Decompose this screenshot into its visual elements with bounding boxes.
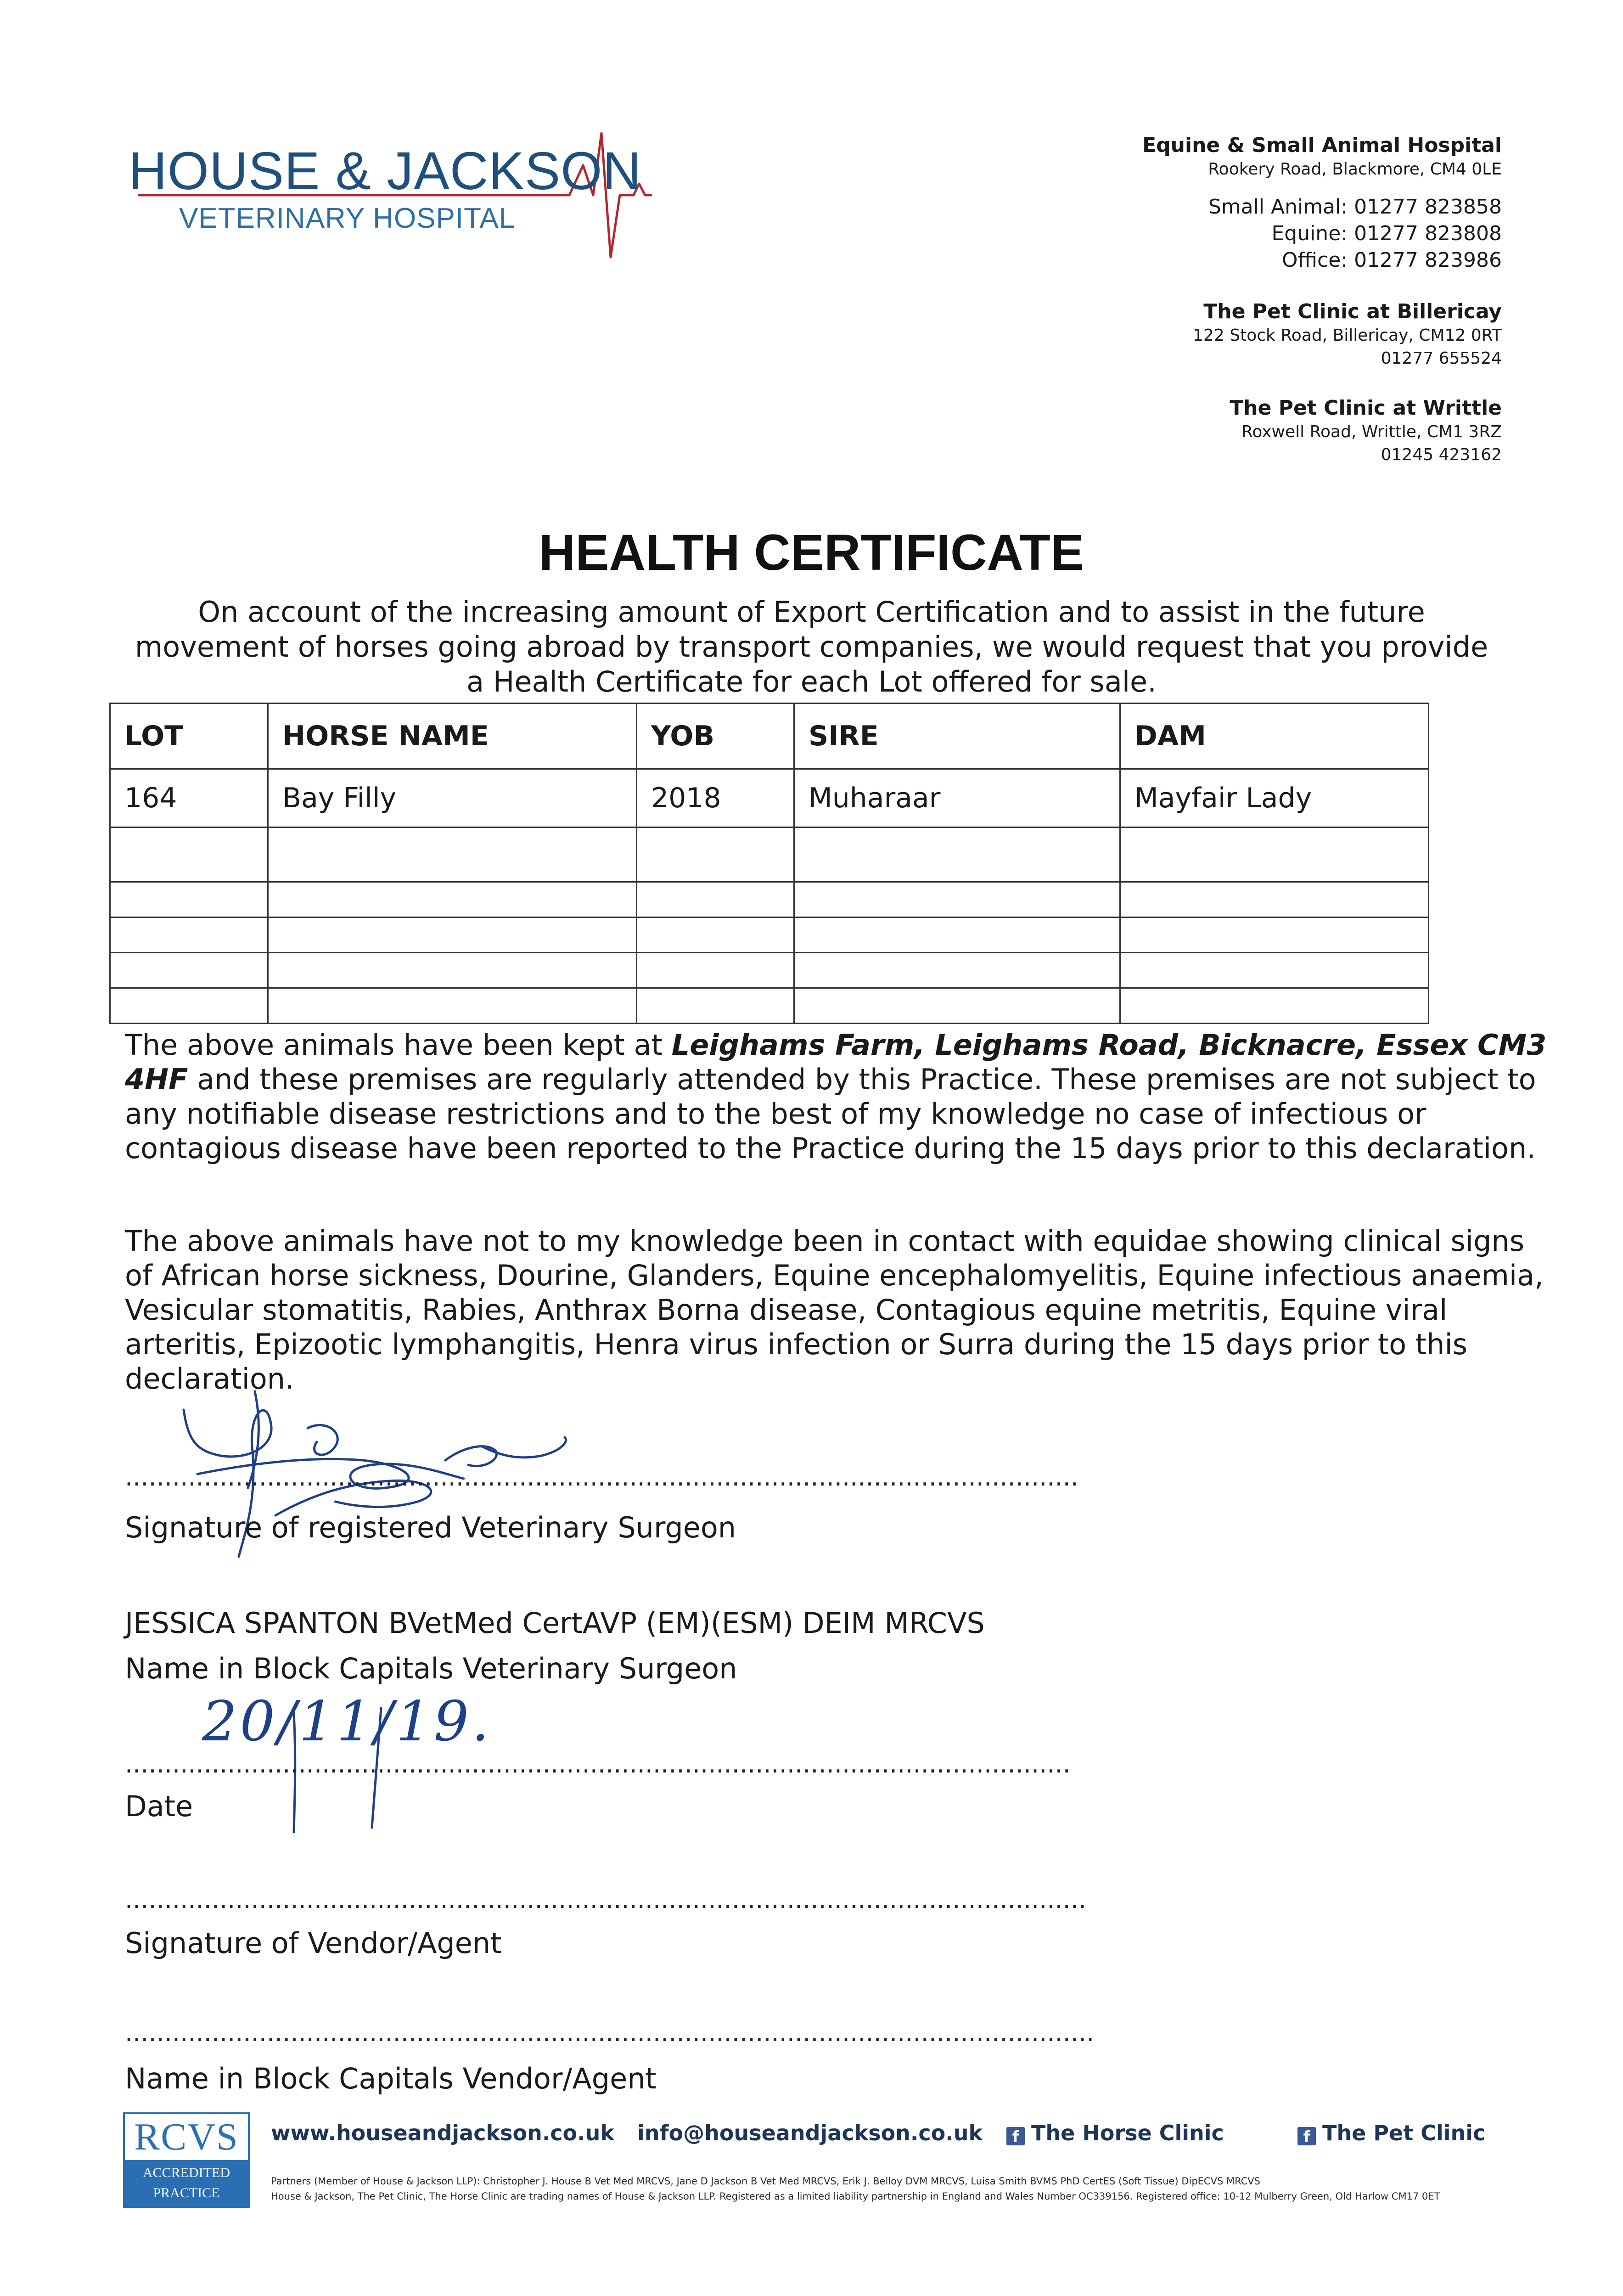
vendor-name-label: Name in Block Capitals Vendor/Agent (125, 2062, 657, 2095)
legal-partners: Partners (Member of House & Jackson LLP): Christopher J. House B Vet Med MRCVS, Jane D Jackson B Vet Med MRCVS, Erik J. Belloy DVM MRCVS, Luisa Smith BVMS PhD CertES (Soft Tissue) DipECVS MRCVS (271, 2176, 1260, 2187)
table-row-empty[interactable] (110, 882, 1429, 917)
col-lot: LOT (110, 703, 268, 769)
email-link[interactable]: info@houseandjackson.co.uk (637, 2121, 983, 2145)
cell-sire[interactable]: Muharaar (794, 769, 1120, 827)
vendor-name-line[interactable]: ........................................................................................................................... (125, 2018, 1095, 2047)
phone-office: Office: 01277 823986 (1281, 248, 1502, 272)
col-yob: YOB (637, 703, 794, 769)
rcvs-accredited: ACCREDITED PRACTICE (125, 2160, 248, 2206)
col-sire: SIRE (794, 703, 1120, 769)
facebook-icon: f (1006, 2127, 1025, 2145)
cell-horse-name[interactable]: Bay Filly (268, 769, 637, 827)
table-row-empty[interactable] (110, 953, 1429, 988)
lots-table (109, 703, 1429, 1024)
billericay-name: The Pet Clinic at Billericay (1203, 300, 1502, 323)
table-header-row (110, 703, 1429, 769)
pet-clinic-label: The Pet Clinic (1322, 2121, 1486, 2145)
handwritten-date: 20/11/19. (202, 1690, 492, 1754)
table-row-empty[interactable] (110, 917, 1429, 953)
hospital-name: Equine & Small Animal Hospital (1142, 134, 1502, 157)
billericay-address: 122 Stock Road, Billericay, CM12 0RT (1193, 326, 1502, 345)
billericay-phone: 01277 655524 (1381, 349, 1502, 368)
vendor-signature-label: Signature of Vendor/Agent (125, 1926, 502, 1960)
col-dam: DAM (1120, 703, 1429, 769)
disease-declaration: The above animals have not to my knowledge been in contact with equidae showing clinical signs of African horse sickness, Dourine, Glanders, Equine encephalomyelitis, Equine infectious anaemia, Vesicular stomatitis, Rabies, Anthrax Borna disease, Contagious equine metritis, Equine viral arteritis, Epizootic lymphangitis, Henra virus infection or Surra during the 15 days prior to this declaration. (125, 1224, 1544, 1396)
table-row (110, 769, 1429, 827)
rcvs-logo-text: RCVS (125, 2114, 248, 2160)
logo-title: HOUSE & JACKSON (129, 141, 642, 201)
pet-clinic-link[interactable] (1297, 2121, 1485, 2145)
writtle-address: Roxwell Road, Writtle, CM1 3RZ (1241, 422, 1502, 441)
cell-dam[interactable]: Mayfair Lady (1120, 769, 1429, 827)
phone-small-animal: Small Animal: 01277 823858 (1208, 195, 1502, 219)
hospital-address: Rookery Road, Blackmore, CM4 0LE (1208, 160, 1502, 179)
date-label: Date (125, 1790, 193, 1823)
certificate-title: HEALTH CERTIFICATE (539, 524, 1084, 581)
premises-declaration: The above animals have been kept at Leighams Farm, Leighams Road, Bicknacre, Essex CM3 4HF and these premises are regularly attended by this Practice. These premises are not subject to any notifiable disease restrictions and to the best of my knowledge no case of infectious or contagious disease have been reported to the Practice during the 15 days prior to this declaration. (125, 1028, 1547, 1165)
vet-signature-label: Signature of registered Veterinary Surgeon (125, 1511, 736, 1544)
horse-clinic-link[interactable] (1006, 2121, 1224, 2145)
legal-registration: House & Jackson, The Pet Clinic, The Horse Clinic are trading names of House & Jackson LLP. Registered as a limited liability partnership in England and Wales Number OC339156. Registered office: 10-12 Mulberry Green, Old Harlow CM17 0ET (271, 2191, 1440, 2202)
website-link[interactable]: www.houseandjackson.co.uk (271, 2121, 614, 2145)
contact-block (1142, 133, 1502, 467)
certificate-intro: On account of the increasing amount of Export Certification and to assist in the future movement of horses going abroad by transport companies, we would request that you provide a Health Certificate for each Lot offered for sale. (135, 595, 1488, 698)
rcvs-logo (123, 2112, 250, 2208)
vet-name[interactable]: JESSICA SPANTON BVetMed CertAVP (EM)(ESM) DEIM MRCVS (125, 1606, 985, 1640)
vet-name-label: Name in Block Capitals Veterinary Surgeon (125, 1652, 737, 1685)
date-line[interactable]: ........................................................................................................................ (125, 1750, 1071, 1778)
col-horse-name: HORSE NAME (268, 703, 637, 769)
table-row-empty[interactable] (110, 988, 1429, 1024)
table-row-empty[interactable] (110, 827, 1429, 882)
vet-signature-line[interactable]: ......................................................................................................................... (125, 1463, 1078, 1491)
logo-subtitle: VETERINARY HOSPITAL (179, 203, 516, 234)
writtle-phone: 01245 423162 (1381, 445, 1502, 464)
horse-clinic-label: The Horse Clinic (1031, 2121, 1224, 2145)
vendor-signature-line[interactable]: .......................................................................................................................... (125, 1885, 1087, 1914)
cell-lot[interactable]: 164 (110, 769, 268, 827)
premises-address: Leighams Farm, Leighams Road, Bicknacre, Essex CM3 4HF (125, 1028, 1547, 1096)
writtle-name: The Pet Clinic at Writtle (1230, 396, 1502, 420)
cell-yob[interactable]: 2018 (637, 769, 794, 827)
phone-equine: Equine: 01277 823808 (1271, 222, 1502, 245)
facebook-icon: f (1297, 2127, 1316, 2145)
